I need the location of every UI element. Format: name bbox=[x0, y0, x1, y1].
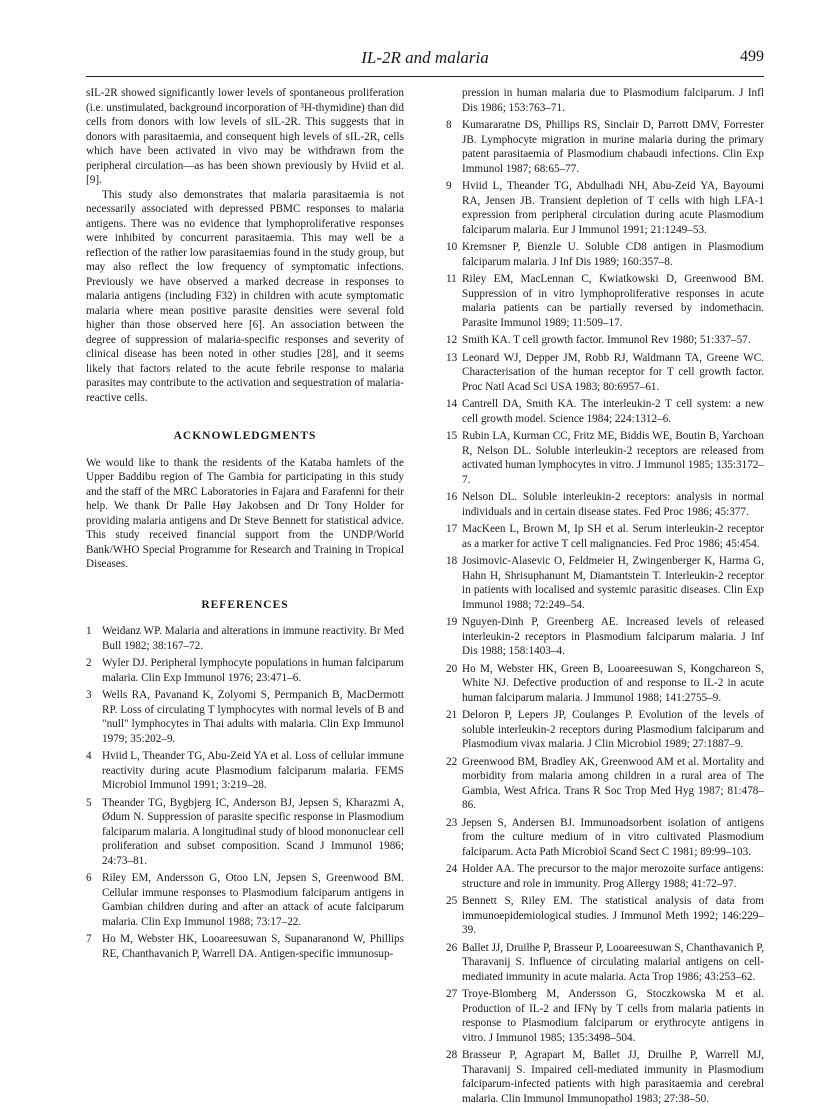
acknowledgments-heading: ACKNOWLEDGMENTS bbox=[173, 430, 317, 442]
left-column bbox=[86, 86, 404, 964]
reference-item bbox=[446, 662, 764, 706]
reference-number: 26 bbox=[446, 941, 458, 954]
page-header bbox=[86, 48, 764, 74]
right-column bbox=[446, 86, 764, 1109]
reference-text: Wyler DJ. Peripheral lymphocyte populations in human falciparum malaria. Clin Exp Immunol 1976; 23:471–6. bbox=[102, 657, 404, 684]
reference-number: 9 bbox=[446, 180, 452, 192]
reference-number: 20 bbox=[446, 662, 458, 675]
reference-number: 21 bbox=[446, 709, 458, 721]
reference-number: 25 bbox=[446, 895, 458, 907]
reference-item bbox=[86, 656, 404, 685]
reference-item bbox=[446, 240, 764, 269]
reference-text: Deloron P, Lepers JP, Coulanges P. Evolution of the levels of soluble interleukin-2 receptors during Plasmodium falciparum and Plasmodium vivax malaria. J Clin Microbiol 1989; 27:1887–9. bbox=[462, 709, 764, 750]
reference-item bbox=[446, 755, 764, 813]
acknowledgments-text: We would like to thank the residents of the Kataba hamlets of the Upper Baddibu region of The Gambia for participating in this study and the staff of the MRC Laboratories in Fajara and Farafenni for their help. We thank Dr Palle Høy Jakobsen and Dr Tony Holder for providing malaria antigens and Dr Steve Bennett for statistical advice. This study received financial support from the UNDP/World Bank/WHO Special Programme for Research and Training in Tropical Diseases. bbox=[86, 456, 404, 570]
reference-text: Jepsen S, Andersen BJ. Immunoadsorbent isolation of antigens from the culture medium of in vitro cultivated Plasmodium falciparum. Acta Path Microbiol Scand Sect C 1981; 89:99–103. bbox=[462, 816, 764, 858]
reference-text: Rubin LA, Kurman CC, Fritz ME, Biddis WE, Boutin B, Yarchoan R, Nelson DL. Soluble interleukin-2 receptors are released from activated human lymphocytes in vitro. J Immunol 1985; 135:3172–7. bbox=[462, 430, 764, 486]
reference-item bbox=[86, 688, 404, 746]
reference-item bbox=[446, 615, 764, 659]
reference-text: Wells RA, Pavanand K, Zolyomi S, Permpanich B, MacDermott RP. Loss of circulating T lymphocytes with normal levels of B and "null" lymphocytes in Thai adults with malaria. Clin Exp Immunol 1979; 35:202–9. bbox=[102, 689, 404, 745]
reference-number: 15 bbox=[446, 430, 458, 442]
reference-text: Bennett S, Riley EM. The statistical analysis of data from immunoepidemiological studies. J Immunol Meth 1992; 146:229–39. bbox=[462, 895, 764, 936]
reference-list bbox=[446, 86, 764, 1106]
references-heading: REFERENCES bbox=[201, 598, 289, 611]
reference-number: 13 bbox=[446, 351, 458, 364]
reference-number: 24 bbox=[446, 863, 458, 875]
reference-number: 8 bbox=[446, 119, 452, 131]
reference-number: 10 bbox=[446, 241, 458, 253]
reference-number: 6 bbox=[86, 872, 92, 884]
reference-item bbox=[446, 272, 764, 330]
reference-number: 11 bbox=[446, 273, 457, 285]
reference-item bbox=[446, 179, 764, 237]
reference-text: Ballet JJ, Druilhe P, Brasseur P, Looareesuwan S, Chanthavanich P, Tharavanij S. Influence of circulating malarial antigens on cell-mediated immunity in acute malaria. Acta Trop 1986; 43:253–62. bbox=[462, 941, 764, 983]
body-paragraph: This study also demonstrates that malaria parasitaemia is not necessarily associated with depressed PBMC responses to malaria antigens. There was no evidence that lymphoproliferative responses were inhibited by concurrent parasitaemia. This may well be a reflection of the rather low parasitaemias found in the study group, but may also reflect the low frequency of symptomatic infections. Previously we have observed a marked decrease in responses to malaria antigens (including F32) in children with acute symptomatic malaria where mean positive parasite densities were several fold higher than those observed here [6]. An association between the degree of suppression of malaria-specific responses and severity of clinical disease has been noted in other studies [28], and it seems likely that factors related to the acute febrile response to malaria parasites may contribute to the activation and sequestration of malaria-reactive cells. bbox=[86, 188, 404, 404]
reference-item bbox=[446, 522, 764, 551]
reference-number: 28 bbox=[446, 1049, 458, 1061]
reference-text: Troye-Blomberg M, Andersson G, Stoczkowska M et al. Production of IL-2 and IFNγ by T cells from malaria patients in response to Plasmodium falciparum or erythrocyte antigens in vitro. J Immunol 1985; 135:3498–504. bbox=[462, 988, 764, 1044]
reference-item bbox=[446, 490, 764, 519]
reference-text: MacKeen L, Brown M, Ip SH et al. Serum interleukin-2 receptor as a marker for active T cell malignancies. Fed Proc 1986; 45:454. bbox=[462, 523, 764, 550]
running-title: IL-2R and malaria bbox=[361, 48, 489, 67]
reference-text: Greenwood BM, Bradley AK, Greenwood AM et al. Mortality and morbidity from malaria among children in a rural area of The Gambia, West Africa. Trans R Soc Trop Med Hyg 1987; 81:478–86. bbox=[462, 755, 764, 811]
header-rule bbox=[86, 76, 764, 77]
reference-item bbox=[446, 118, 764, 176]
reference-item bbox=[446, 397, 764, 426]
reference-number: 5 bbox=[86, 796, 92, 809]
reference-number: 12 bbox=[446, 334, 458, 346]
reference-number: 14 bbox=[446, 398, 458, 410]
reference-item bbox=[446, 333, 764, 348]
reference-text: Theander TG, Bygbjerg IC, Anderson BJ, Jepsen S, Kharazmi A, Ødum N. Suppression of parasite specific response in Plasmodium falciparum malaria. A longitudinal study of blood mononuclear cell proliferation and subset composition. Scand J Immunol 1986; 24:73–81. bbox=[102, 796, 404, 867]
reference-number: 4 bbox=[86, 750, 92, 762]
reference-text: Leonard WJ, Depper JM, Robb RJ, Waldmann TA, Greene WC. Characterisation of the human receptor for T cell growth factor. Proc Natl Acad Sci USA 1983; 80:6957–61. bbox=[462, 351, 764, 393]
reference-item bbox=[446, 862, 764, 891]
reference-number: 27 bbox=[446, 988, 458, 1000]
reference-item bbox=[446, 987, 764, 1045]
reference-item bbox=[86, 871, 404, 929]
reference-number: 18 bbox=[446, 555, 458, 567]
reference-number: 7 bbox=[86, 933, 92, 945]
reference-item bbox=[86, 932, 404, 961]
reference-item bbox=[446, 554, 764, 612]
reference-text: Josimovic-Alasevic O, Feldmeier H, Zwingenberger K, Harma G, Hahn H, Shrisuphanunt M, Diamantstein T. Interleukin-2 receptor in patients with localised and systemic parasitic diseases. Clin Exp Immunol 1988; 72:249–54. bbox=[462, 555, 764, 611]
reference-number: 1 bbox=[86, 625, 92, 637]
reference-text: Hviid L, Theander TG, Abdulhadi NH, Abu-Zeid YA, Bayoumi RA, Jensen JB. Transient depletion of T cells with high LFA-1 expression from peripheral circulation during acute Plasmodium falciparum malaria. Eur J Immunol 1991; 21:1249–53. bbox=[462, 180, 764, 236]
reference-item bbox=[86, 749, 404, 793]
reference-continuation: pression in human malaria due to Plasmodium falciparum. J Infl Dis 1986; 153:763–71. bbox=[462, 87, 764, 114]
reference-number: 2 bbox=[86, 657, 92, 669]
reference-number: 22 bbox=[446, 755, 458, 768]
reference-item bbox=[86, 796, 404, 869]
reference-item bbox=[446, 816, 764, 860]
reference-text: Riley EM, MacLennan C, Kwiatkowski D, Greenwood BM. Suppression of in vitro lymphoproliferative responses in acute malaria patients can be partially reversed by indomethacin. Parasite Immunol 1989; 11:509–17. bbox=[462, 273, 764, 329]
reference-number: 16 bbox=[446, 491, 458, 503]
reference-item bbox=[446, 941, 764, 985]
reference-text: Nguyen-Dinh P, Greenberg AE. Increased levels of released interleukin-2 receptors in Plasmodium falciparum malaria. J Inf Dis 1988; 158:1403–4. bbox=[462, 616, 764, 657]
reference-item bbox=[446, 429, 764, 487]
reference-text: Kumararatne DS, Phillips RS, Sinclair D, Parrott DMV, Forrester JB. Lymphocyte migration in murine malaria during the primary patent parasitaemia of Plasmodium chabaudi infections. Clin Exp Immunol 1987; 68:65–77. bbox=[462, 119, 764, 175]
reference-text: Ho M, Webster HK, Green B, Looareesuwan S, Kongchareon S, White NJ. Defective production of and response to IL-2 in acute human falciparum malaria. J Immunol 1988; 141:2755–9. bbox=[462, 662, 764, 704]
reference-text: Smith KA. T cell growth factor. Immunol Rev 1980; 51:337–57. bbox=[462, 334, 751, 346]
reference-number: 19 bbox=[446, 616, 458, 628]
reference-text: Weidanz WP. Malaria and alterations in immune reactivity. Br Med Bull 1982; 38:167–72. bbox=[102, 625, 404, 652]
reference-text: Riley EM, Andersson G, Otoo LN, Jepsen S, Greenwood BM. Cellular immune responses to Plasmodium falciparum antigens in Gambian children during and after an attack of acute falciparum malaria. Clin Exp Immunol 1988; 73:17–22. bbox=[102, 872, 404, 928]
reference-number: 3 bbox=[86, 689, 92, 701]
reference-item bbox=[86, 624, 404, 653]
page-number: 499 bbox=[740, 48, 764, 65]
reference-number: 17 bbox=[446, 523, 458, 535]
reference-list bbox=[86, 624, 404, 961]
body-paragraph: sIL-2R showed significantly lower levels of spontaneous proliferation (i.e. unstimulated, background incorporation of ³H-thymidine) than did cells from donors with low levels of sIL-2R. This suggests that in donors with parasitaemia, and consequent high levels of sIL-2R, cells which have been activated in vivo may be withdrawn from the peripheral circulation—as has been shown previously by Hviid et al. [9]. bbox=[86, 87, 404, 186]
reference-text: Brasseur P, Agrapart M, Ballet JJ, Druilhe P, Warrell MJ, Tharavanij S. Impaired cell-mediated immunity in Plasmodium falciparum-infected patients with high parasitaemia and cerebral malaria. Clin Immunol Immunopathol 1983; 27:38–50. bbox=[462, 1049, 764, 1105]
reference-item bbox=[446, 708, 764, 752]
reference-text: Hviid L, Theander TG, Abu-Zeid YA et al. Loss of cellular immune reactivity during acute Plasmodium falciparum malaria. FEMS Microbiol Immunol 1991; 3:219–28. bbox=[102, 750, 404, 791]
reference-text: Cantrell DA, Smith KA. The interleukin-2 T cell system: a new cell growth model. Science 1984; 224:1312–6. bbox=[462, 398, 764, 425]
reference-item bbox=[446, 351, 764, 395]
reference-text: Ho M, Webster HK, Looareesuwan S, Supanaranond W, Phillips RE, Chanthavanich P, Warrell DA. Antigen-specific immunosup- bbox=[102, 933, 404, 960]
reference-text: Nelson DL. Soluble interleukin-2 receptors: analysis in normal individuals and in certain disease states. Fed Proc 1986; 45:377. bbox=[462, 491, 764, 518]
reference-number: 23 bbox=[446, 816, 458, 829]
reference-text: Kremsner P, Bienzle U. Soluble CD8 antigen in Plasmodium falciparum malaria. J Inf Dis 1989; 160:357–8. bbox=[462, 241, 764, 268]
reference-text: Holder AA. The precursor to the major merozoite surface antigens: structure and role in immunity. Prog Allergy 1988; 41:72–97. bbox=[462, 863, 764, 890]
reference-item bbox=[446, 894, 764, 938]
reference-item bbox=[446, 1048, 764, 1106]
